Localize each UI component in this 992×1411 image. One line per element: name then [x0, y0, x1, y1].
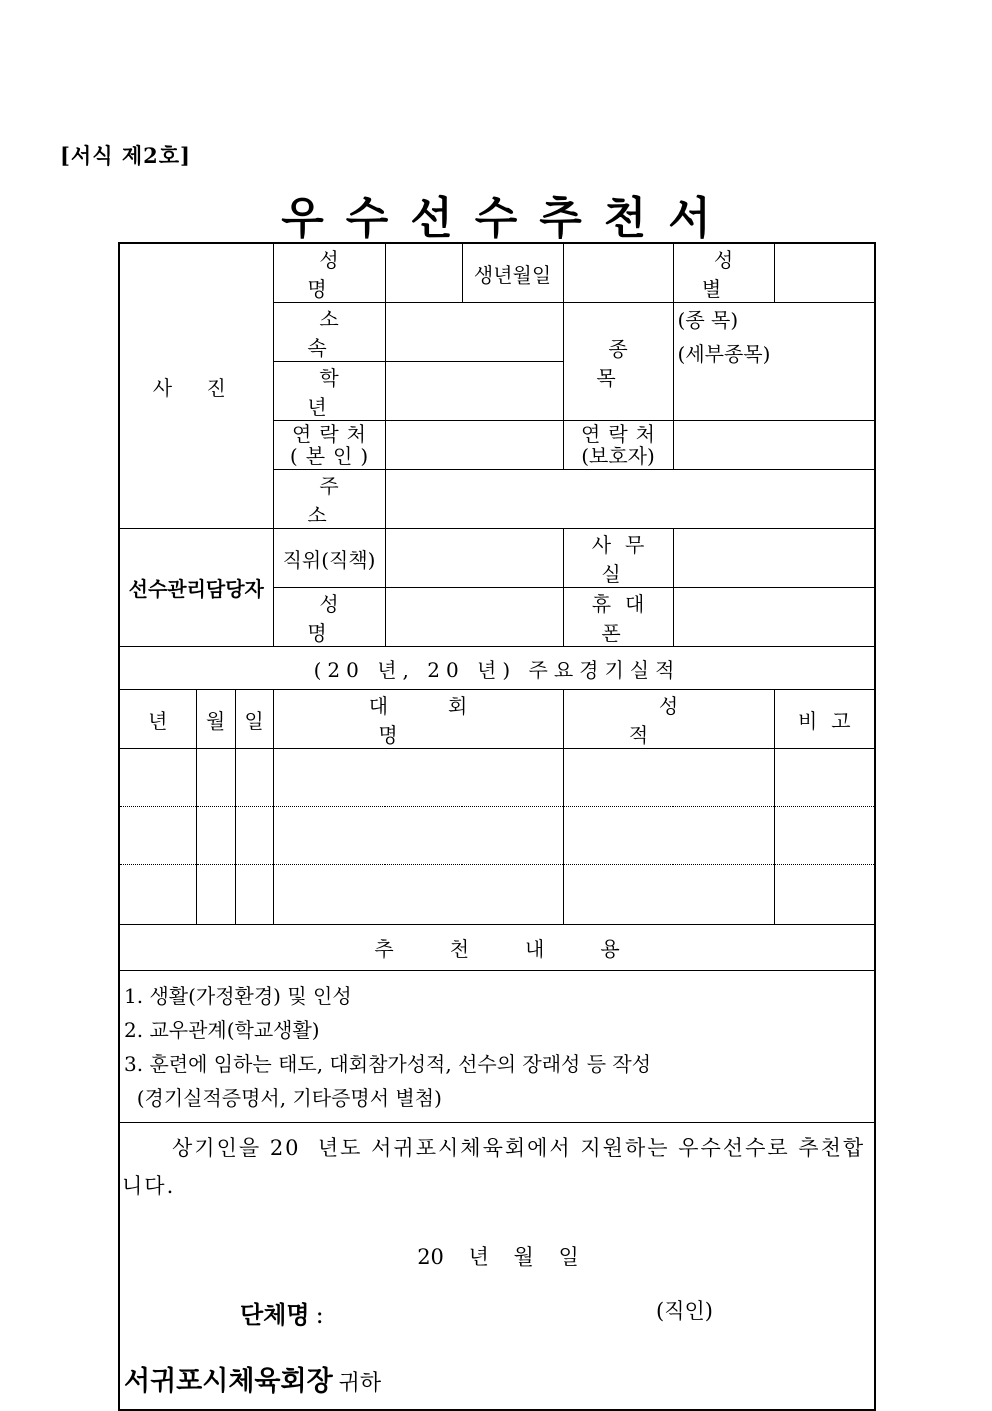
recommendation-item-4: (경기실적증명서, 기타증명서 별첨) [124, 1086, 442, 1110]
record-day-cell[interactable] [235, 865, 273, 925]
record-year-cell[interactable] [119, 749, 196, 807]
position-label: 직위(직책) [273, 529, 385, 588]
recommendation-item-1: 1. 생활(가정환경) 및 인성 [124, 984, 352, 1008]
org-line [240, 1295, 324, 1330]
gender-field[interactable] [774, 243, 875, 303]
birth-label: 생년월일 [462, 243, 563, 303]
col-year: 년 [119, 690, 196, 749]
record-note-cell[interactable] [774, 749, 875, 807]
seal-mark: (직인) [656, 1299, 713, 1323]
manager-name-label: 성명 [273, 588, 385, 647]
table-row [119, 807, 875, 865]
contact-self-label-line2: (본인) [289, 444, 377, 468]
recommendation-form-table [118, 242, 876, 1411]
record-month-cell[interactable] [196, 807, 235, 865]
contact-self-field[interactable] [385, 421, 563, 470]
grade-label: 학년 [273, 362, 385, 421]
contact-guardian-label-line2: (보호자) [581, 444, 655, 468]
recipient: 서귀포시체육회장 [124, 1366, 333, 1397]
recipient-line [124, 1359, 381, 1398]
record-result-cell[interactable] [563, 865, 774, 925]
address-field[interactable] [385, 470, 875, 529]
recommendation-item-2: 2. 교우관계(학교생활) [124, 1018, 320, 1042]
record-day-cell[interactable] [235, 749, 273, 807]
form-number: [서식 제2호] [60, 143, 191, 168]
declaration-box [119, 1123, 875, 1411]
col-note: 비고 [774, 690, 875, 749]
record-event-cell[interactable] [273, 865, 563, 925]
affiliation-field[interactable] [385, 303, 563, 362]
col-event: 대회명 [273, 690, 563, 749]
record-month-cell[interactable] [196, 749, 235, 807]
recommendation-section-title: 추천내용 [119, 925, 875, 971]
honorific: 귀하 [338, 1371, 382, 1396]
record-year-cell[interactable] [119, 807, 196, 865]
mobile-label: 휴대폰 [563, 588, 673, 647]
event-field[interactable] [673, 303, 875, 421]
photo-label: 사 진 [152, 375, 240, 400]
record-event-cell[interactable] [273, 749, 563, 807]
record-result-cell[interactable] [563, 807, 774, 865]
col-result: 성적 [563, 690, 774, 749]
col-month: 월 [196, 690, 235, 749]
record-note-cell[interactable] [774, 807, 875, 865]
manager-name-field[interactable] [385, 588, 563, 647]
record-note-cell[interactable] [774, 865, 875, 925]
name-label: 성명 [273, 243, 385, 303]
contact-guardian-field[interactable] [673, 421, 875, 470]
page-title: 우수선수추천서 [281, 193, 733, 244]
records-section-title: (20 년, 20 년) 주요경기실적 [119, 647, 875, 690]
contact-guardian-label [563, 421, 673, 470]
office-field[interactable] [673, 529, 875, 588]
record-event-cell[interactable] [273, 807, 563, 865]
gender-label: 성별 [673, 243, 774, 303]
org-colon: : [315, 1301, 324, 1329]
contact-guardian-label-line1: 연락처 [581, 422, 664, 446]
manager-section-label: 선수관리담당자 [119, 529, 273, 647]
declaration-statement: 상기인을 20 년도 서귀포시체육회에서 지원하는 우수선수로 추천합니다. [122, 1136, 866, 1198]
date-line: 20 년 월 일 [417, 1245, 579, 1269]
sub-event-hint: (세부종목) [677, 342, 771, 366]
event-label: 종목 [563, 303, 673, 421]
photo-area[interactable] [119, 243, 273, 529]
record-year-cell[interactable] [119, 865, 196, 925]
position-field[interactable] [385, 529, 563, 588]
name-field[interactable] [385, 243, 462, 303]
table-row [119, 865, 875, 925]
recommendation-content[interactable] [119, 971, 875, 1123]
contact-self-label-line1: 연락처 [292, 422, 375, 446]
record-result-cell[interactable] [563, 749, 774, 807]
birth-field[interactable] [563, 243, 673, 303]
org-label: 단체명 [240, 1300, 310, 1329]
event-hint: (종 목) [677, 308, 739, 332]
col-day: 일 [235, 690, 273, 749]
contact-self-label [273, 421, 385, 470]
office-label: 사무실 [563, 529, 673, 588]
recommendation-item-3: 3. 훈련에 임하는 태도, 대회참가성적, 선수의 장래성 등 작성 [124, 1052, 652, 1076]
grade-field[interactable] [385, 362, 563, 421]
address-label: 주소 [273, 470, 385, 529]
record-day-cell[interactable] [235, 807, 273, 865]
affiliation-label: 소속 [273, 303, 385, 362]
record-month-cell[interactable] [196, 865, 235, 925]
table-row [119, 749, 875, 807]
mobile-field[interactable] [673, 588, 875, 647]
